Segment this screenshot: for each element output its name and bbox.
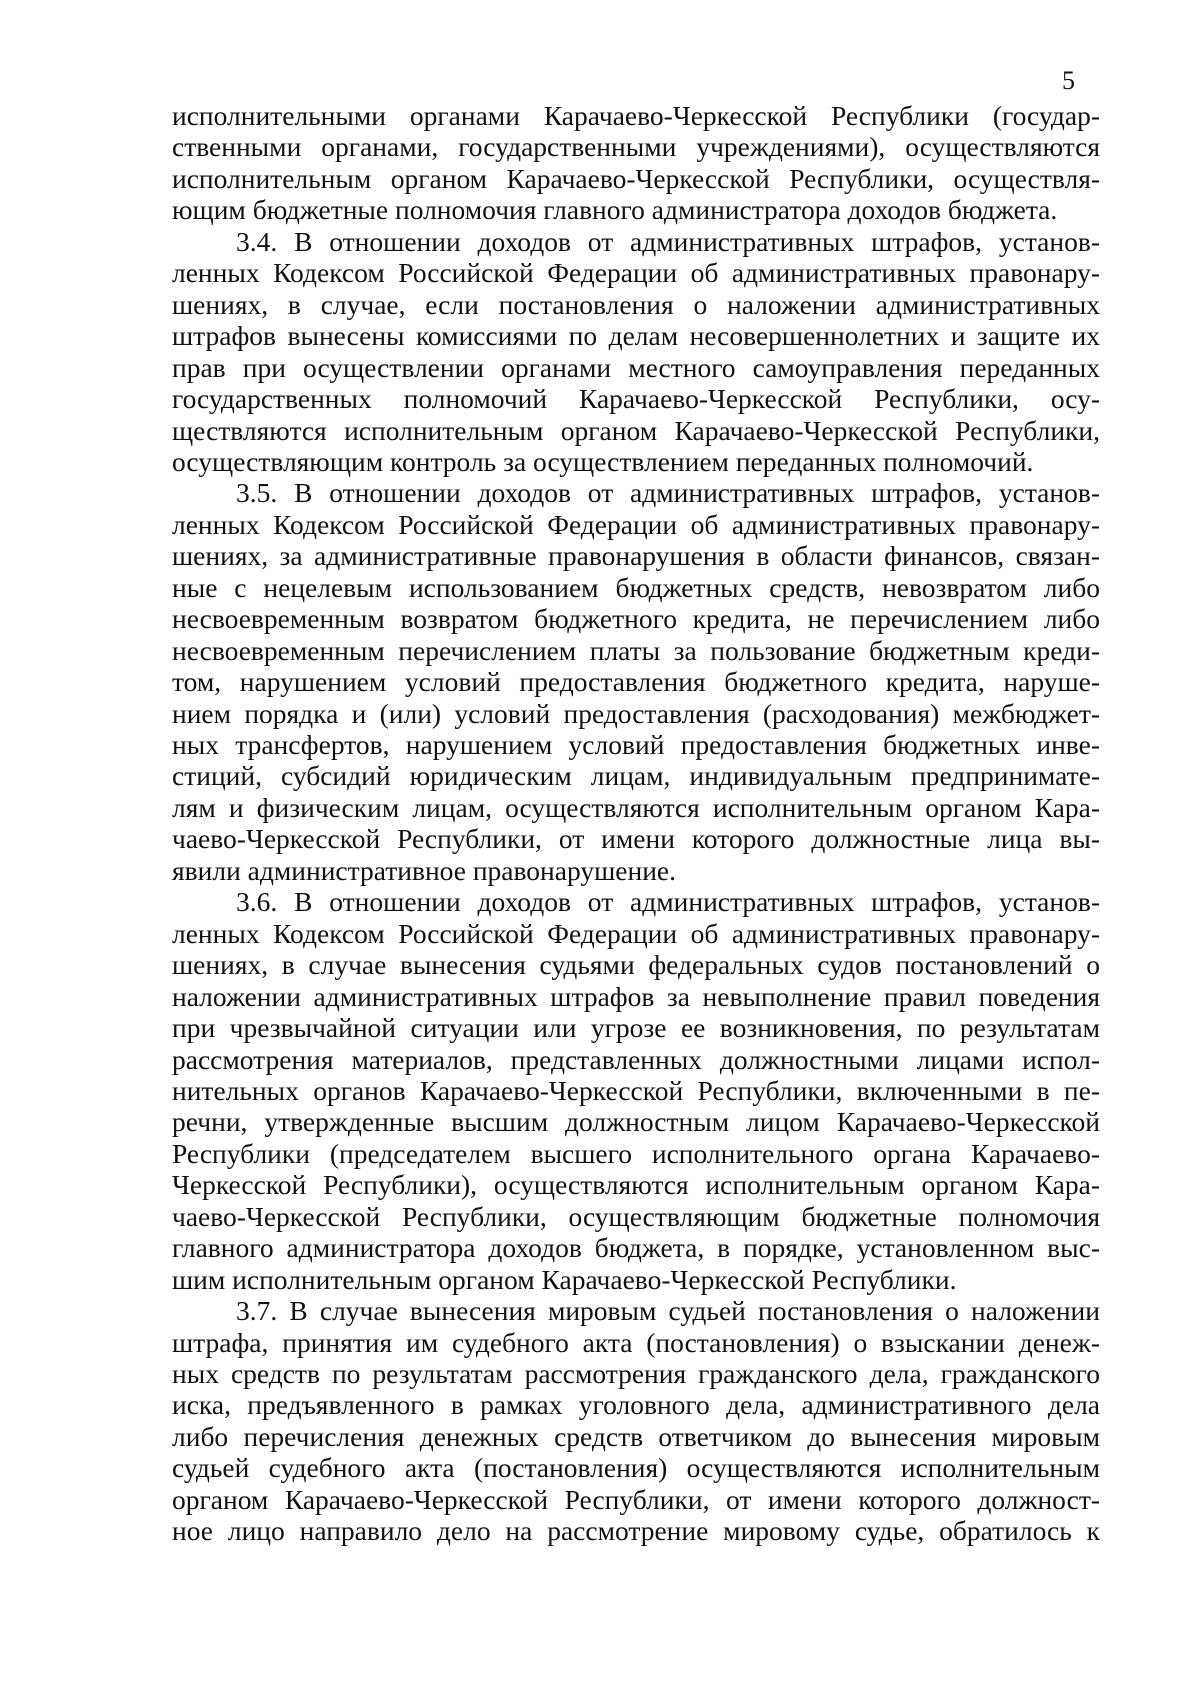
text-line: ществляются исполнительным органом Карачаево-Черкесской Республики, <box>172 414 1100 446</box>
text-line: штрафа, принятия им судебного акта (постановления) о взыскании денеж- <box>172 1326 1100 1358</box>
text-line: исполнительными органами Карачаево-Черкесской Республики (государ- <box>172 100 1100 131</box>
text-line: лям и физическим лицам, осуществляются исполнительным органом Кара- <box>172 791 1100 823</box>
text-line: ных трансфертов, нарушением условий предоставления бюджетных инве- <box>172 729 1100 760</box>
page-number: 5 <box>1062 66 1075 95</box>
text-line: шим исполнительным органом Карачаево-Черкесской Республики. <box>172 1263 957 1295</box>
text-line: шениях, в случае вынесения судьями федеральных судов постановлений о <box>172 949 1100 981</box>
text-line: 3.5. В отношении доходов от административных штрафов, установ- <box>236 477 1100 509</box>
text-line: ственными органами, государственными учреждениями), осуществляются <box>172 131 1100 163</box>
text-line: чаево-Черкесской Республики, осуществляющим бюджетные полномочия <box>172 1200 1100 1232</box>
text-line: иска, предъявленного в рамках уголовного дела, административного дела <box>172 1389 1100 1421</box>
text-line: 3.7. В случае вынесения мировым судьей постановления о наложении <box>236 1295 1100 1327</box>
text-line: 3.6. В отношении доходов от административных штрафов, установ- <box>236 886 1100 918</box>
text-line: Республики (председателем высшего исполнительного органа Карачаево- <box>172 1137 1100 1169</box>
text-line: исполнительным органом Карачаево-Черкесской Республики, осуществля- <box>172 162 1100 194</box>
text-line: том, нарушением условий предоставления бюджетного кредита, наруше- <box>172 666 1100 698</box>
text-line: ное лицо направило дело на рассмотрение мировому судье, обратилось к <box>172 1515 1100 1547</box>
text-line: судьей судебного акта (постановления) осуществляются исполнительным <box>172 1452 1100 1484</box>
text-line: чаево-Черкесской Республики, от имени которого должностные лица вы- <box>172 823 1100 855</box>
text-line: 3.4. В отношении доходов от административных штрафов, установ- <box>236 225 1100 257</box>
text-line: стиций, субсидий юридическим лицам, индивидуальным предпринимате- <box>172 760 1100 792</box>
text-line: ленных Кодексом Российской Федерации об административных правонару- <box>172 917 1100 949</box>
text-line: ющим бюджетные полномочия главного администратора доходов бюджета. <box>172 194 1058 226</box>
text-line: несвоевременным перечислением платы за пользование бюджетным креди- <box>172 634 1100 666</box>
text-line: либо перечисления денежных средств ответчиком до вынесения мировым <box>172 1420 1100 1452</box>
text-line: речни, утвержденные высшим должностным лицом Карачаево-Черкесской <box>172 1106 1100 1138</box>
text-line: ные с нецелевым использованием бюджетных средств, невозвратом либо <box>172 571 1100 603</box>
text-line: нием порядка и (или) условий предоставления (расходования) межбюджет- <box>172 697 1100 729</box>
text-line: шениях, за административные правонарушения в области финансов, связан- <box>172 540 1100 572</box>
text-line: нительных органов Карачаево-Черкесской Республики, включенными в пе- <box>172 1074 1100 1106</box>
text-line: ных средств по результатам рассмотрения гражданского дела, гражданского <box>172 1358 1100 1389</box>
text-line: Черкесской Республики), осуществляются исполнительным органом Кара- <box>172 1169 1100 1201</box>
text-line: прав при осуществлении органами местного самоуправления переданных <box>172 351 1100 383</box>
text-line: рассмотрения материалов, представленных должностными лицами испол- <box>172 1043 1100 1075</box>
text-line: несвоевременным возвратом бюджетного кредита, не перечислением либо <box>172 603 1100 635</box>
text-line: шениях, в случае, если постановления о наложении административных <box>172 288 1100 320</box>
text-line: государственных полномочий Карачаево-Черкесской Республики, осу- <box>172 383 1100 415</box>
text-line: органом Карачаево-Черкесской Республики, от имени которого должност- <box>172 1483 1100 1515</box>
text-line: наложении административных штрафов за невыполнение правил поведения <box>172 980 1100 1012</box>
text-line: ленных Кодексом Российской Федерации об административных правонару- <box>172 257 1100 289</box>
text-line: осуществляющим контроль за осуществлением переданных полномочий. <box>172 445 1034 477</box>
text-line: штрафов вынесены комиссиями по делам несовершеннолетних и защите их <box>172 320 1100 352</box>
text-line: при чрезвычайной ситуации или угрозе ее возникновения, по результатам <box>172 1012 1100 1044</box>
text-line: явили административное правонарушение. <box>172 854 676 886</box>
text-line: главного администратора доходов бюджета, в порядке, установленном выс- <box>172 1232 1100 1264</box>
text-line: ленных Кодексом Российской Федерации об административных правонару- <box>172 508 1100 540</box>
